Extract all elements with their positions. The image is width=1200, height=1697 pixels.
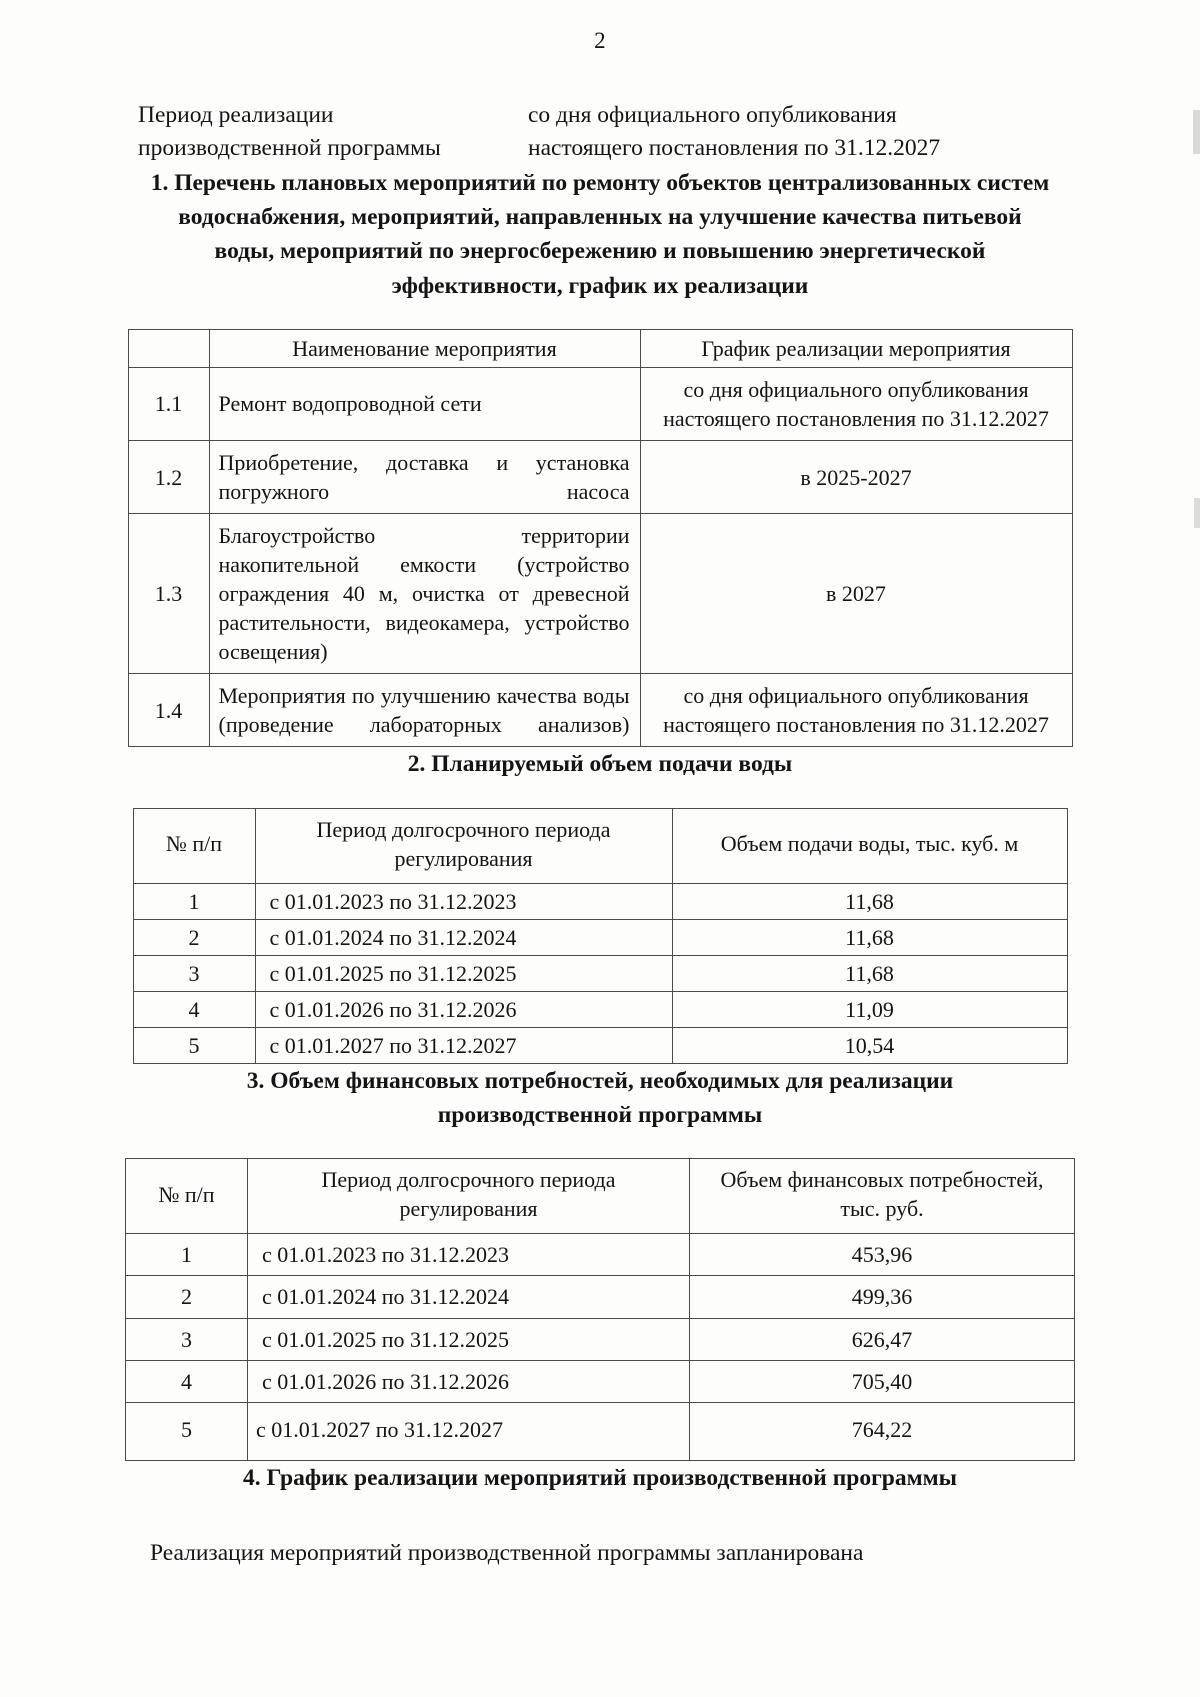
volume-header-num: № п/п	[133, 808, 255, 883]
measures-row-num: 1.2	[128, 441, 209, 514]
volume-row-num: 1	[133, 883, 255, 919]
finance-header-value: Объем финансовых потребностей, тыс. руб.	[690, 1159, 1075, 1234]
finance-row-num: 2	[126, 1276, 248, 1318]
water-volume-table	[133, 808, 1068, 1064]
volume-row-value: 11,68	[672, 883, 1067, 919]
section-4-title: 4. График реализации мероприятий производственной программы	[243, 1464, 957, 1491]
table-row	[126, 1234, 1075, 1276]
finance-row-value: 626,47	[690, 1318, 1075, 1360]
header-block	[0, 99, 1200, 166]
finance-row-value: 705,40	[690, 1360, 1075, 1402]
measures-header-name: Наименование мероприятия	[209, 329, 640, 367]
volume-header-period: Период долгосрочного периода регулирования	[255, 808, 672, 883]
finance-table-body	[126, 1234, 1075, 1460]
volume-row-num: 5	[133, 1027, 255, 1063]
measures-row-name: Ремонт водопроводной сети	[209, 367, 640, 440]
section-1-title: 1. Перечень плановых мероприятий по ремонту объектов централизованных систем водоснабжения, мероприятий, направленных на улучшение качества питьевой воды, мероприятий по энергосбережению и повышению энергетической эффективности, график их реализации	[150, 169, 1050, 299]
finance-row-num: 3	[126, 1318, 248, 1360]
finance-row-value: 764,22	[690, 1402, 1075, 1460]
table-row	[128, 674, 1072, 747]
measures-row-schedule: в 2027	[640, 514, 1072, 674]
table-row	[133, 991, 1067, 1027]
page-number: 2	[594, 28, 606, 53]
header-value-line1: со дня официального опубликования	[528, 102, 897, 128]
finance-table-head	[126, 1159, 1075, 1234]
table-row	[133, 883, 1067, 919]
section-2-title: 2. Планируемый объем подачи воды	[407, 751, 793, 778]
measures-table-head	[128, 329, 1072, 367]
water-volume-table-body	[133, 883, 1067, 1063]
measures-row-name: Приобретение, доставка и установка погружного насоса	[209, 441, 640, 514]
volume-row-value: 10,54	[672, 1027, 1067, 1063]
finance-header-num: № п/п	[126, 1159, 248, 1234]
measures-row-num: 1.4	[128, 674, 209, 747]
measures-row-num: 1.3	[128, 514, 209, 674]
header-label-column	[138, 99, 528, 166]
finance-row-period: с 01.01.2024 по 31.12.2024	[248, 1276, 690, 1318]
finance-row-num: 1	[126, 1234, 248, 1276]
finance-row-period: с 01.01.2023 по 31.12.2023	[248, 1234, 690, 1276]
measures-row-name: Благоустройство территории накопительной емкости (устройство ограждения 40 м, очистка от древесной растительности, видеокамера, устройство освещения)	[209, 514, 640, 674]
table-row	[128, 367, 1072, 440]
table-header-row	[126, 1159, 1075, 1234]
section-1-table-wrapper	[0, 303, 1200, 747]
table-row	[126, 1402, 1075, 1460]
finance-row-num: 4	[126, 1360, 248, 1402]
volume-row-value: 11,68	[672, 955, 1067, 991]
volume-header-value: Объем подачи воды, тыс. куб. м	[672, 808, 1067, 883]
finance-row-period: с 01.01.2026 по 31.12.2026	[248, 1360, 690, 1402]
volume-row-period: с 01.01.2026 по 31.12.2026	[255, 991, 672, 1027]
measures-row-schedule: в 2025-2027	[640, 441, 1072, 514]
table-row	[128, 441, 1072, 514]
volume-row-num: 2	[133, 919, 255, 955]
header-value-line2: настоящего постановления по 31.12.2027	[528, 135, 941, 162]
volume-row-num: 3	[133, 955, 255, 991]
section-2-table-wrapper	[0, 782, 1200, 1064]
measures-table-body	[128, 367, 1072, 746]
finance-table	[125, 1158, 1075, 1460]
table-row	[128, 514, 1072, 674]
table-row	[133, 955, 1067, 991]
finance-header-period: Период долгосрочного периода регулирования	[248, 1159, 690, 1234]
water-volume-table-head	[133, 808, 1067, 883]
table-header-row	[133, 808, 1067, 883]
finance-row-num: 5	[126, 1402, 248, 1460]
volume-row-value: 11,09	[672, 991, 1067, 1027]
measures-row-schedule: со дня официального опубликования настоящего постановления по 31.12.2027	[640, 674, 1072, 747]
volume-row-period: с 01.01.2023 по 31.12.2023	[255, 883, 672, 919]
measures-header-schedule: График реализации мероприятия	[640, 329, 1072, 367]
finance-row-value: 453,96	[690, 1234, 1075, 1276]
volume-row-period: с 01.01.2025 по 31.12.2025	[255, 955, 672, 991]
table-row	[126, 1318, 1075, 1360]
volume-row-period: с 01.01.2027 по 31.12.2027	[255, 1027, 672, 1063]
finance-row-period: с 01.01.2027 по 31.12.2027	[248, 1402, 690, 1460]
measures-header-num	[128, 329, 209, 367]
header-value-column	[528, 99, 1200, 166]
finance-row-value: 499,36	[690, 1276, 1075, 1318]
table-row	[126, 1360, 1075, 1402]
header-label-line2: производственной программы	[138, 135, 441, 162]
measures-row-name: Мероприятия по улучшению качества воды (проведение лабораторных анализов)	[209, 674, 640, 747]
volume-row-num: 4	[133, 991, 255, 1027]
measures-row-schedule: со дня официального опубликования настоящего постановления по 31.12.2027	[640, 367, 1072, 440]
measures-row-num: 1.1	[128, 367, 209, 440]
table-header-row	[128, 329, 1072, 367]
table-row	[133, 919, 1067, 955]
section-3-title: 3. Объем финансовых потребностей, необходимых для реализации производственной программы	[246, 1067, 954, 1129]
volume-row-value: 11,68	[672, 919, 1067, 955]
section-3-table-wrapper	[0, 1132, 1200, 1460]
table-row	[133, 1027, 1067, 1063]
volume-row-period: с 01.01.2024 по 31.12.2024	[255, 919, 672, 955]
measures-table	[128, 329, 1073, 747]
section-4-paragraph: Реализация мероприятий производственной программы запланирована	[150, 1539, 864, 1566]
finance-row-period: с 01.01.2025 по 31.12.2025	[248, 1318, 690, 1360]
table-row	[126, 1276, 1075, 1318]
header-label-line1: Период реализации	[138, 102, 334, 128]
